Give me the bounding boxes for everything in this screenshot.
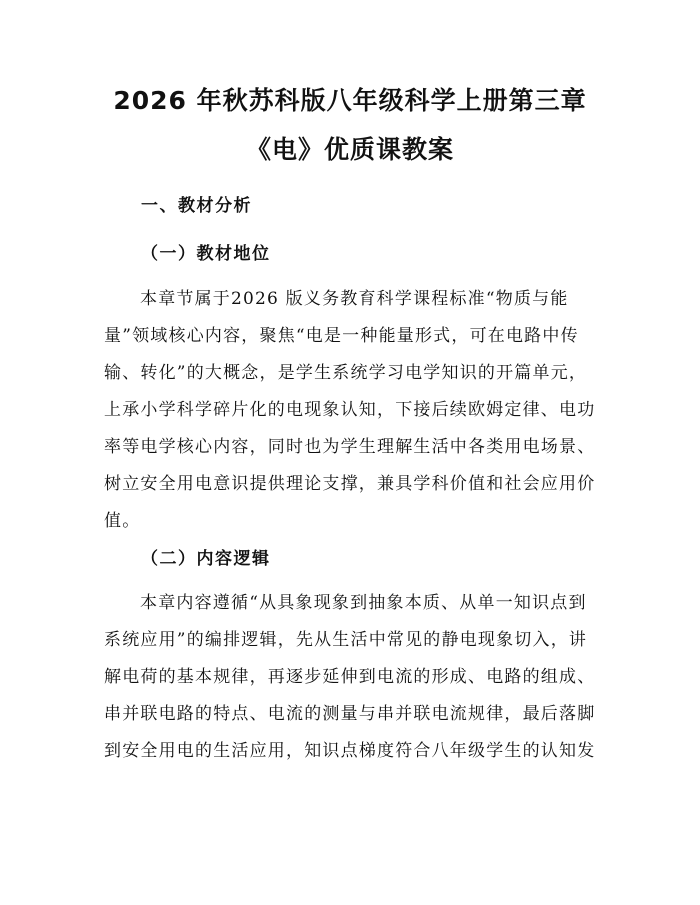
paragraph-line: 量”领域核心内容，聚焦“电是一种能量形式，可在电路中传 [104,326,579,346]
paragraph-line: 值。 [104,511,141,531]
paragraph-line: 输、转化”的大概念，是学生系统学习电学知识的开篇单元， [104,363,588,383]
paragraph-line: 到安全用电的生活应用，知识点梯度符合八年级学生的认知发 [104,741,596,761]
paragraph-line: 本章节属于2026 版义务教育科学课程标准“物质与能 [140,289,569,309]
paragraph-line: 上承小学科学碎片化的电现象认知，下接后续欧姆定律、电功 [104,400,596,420]
paragraph-line: 系统应用”的编排逻辑，先从生活中常见的静电现象切入，讲 [104,630,588,650]
document-title-line-2: 《电》优质课教案 [245,135,454,164]
document-title-line-1: 2026 年秋苏科版八年级科学上册第三章 [113,86,587,115]
paragraph-textbook-position [104,281,598,540]
paragraph-line: 树立安全用电意识提供理论支撑，兼具学科价值和社会应用价 [104,474,596,494]
paragraph-line: 率等电学核心内容，同时也为学生理解生活中各类用电场景、 [104,437,596,457]
paragraph-line: 本章内容遵循“从具象现象到抽象本质、从单一知识点到 [140,593,587,613]
section-heading-textbook-analysis: 一、教材分析 [141,196,252,216]
paragraph-line: 解电荷的基本规律，再逐步延伸到电流的形成、电路的组成、 [104,667,596,687]
subsection-heading-textbook-position: （一）教材地位 [141,244,271,264]
subsection-heading-content-logic: （二）内容逻辑 [141,549,271,569]
paragraph-content-logic [104,585,598,770]
paragraph-line: 串并联电路的特点、电流的测量与串并联电流规律，最后落脚 [104,704,596,724]
